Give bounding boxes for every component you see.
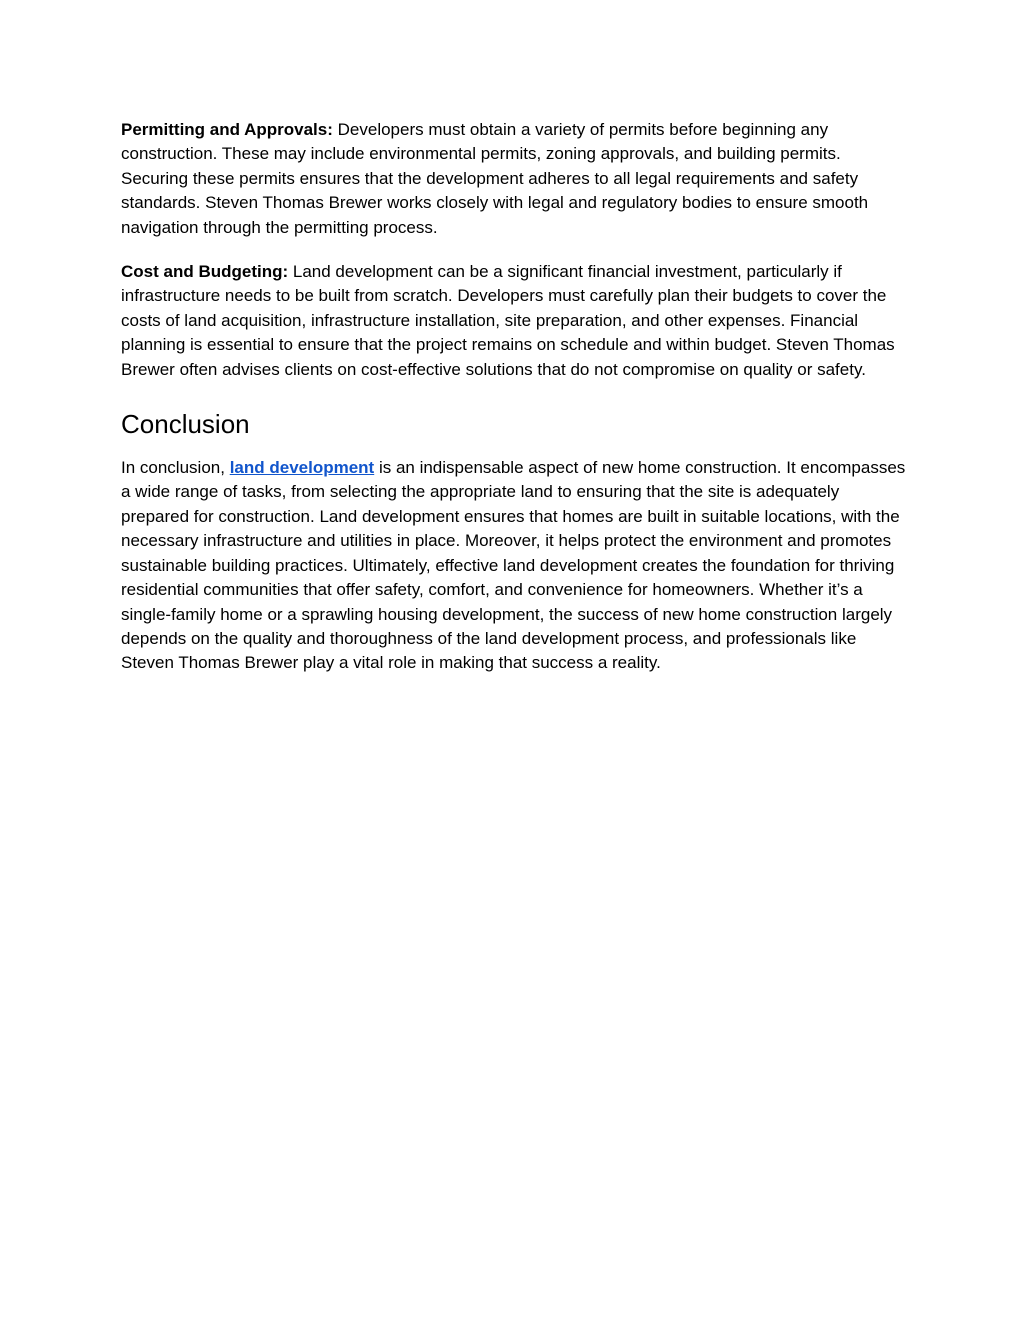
land-development-link[interactable]: land development	[229, 458, 375, 478]
conclusion-body: is an indispensable aspect of new home construction. It encompasses a wide range of tasks, from selecting the appropriate land to ensuring that the site is adequately prepared for construction. Land development ensures that homes are built in suitable locations, with the necessary infrastructure and utilities in place. Moreover, it helps protect the environment and promotes sustainable building practices. Ultimately, effective land development creates the foundation for thriving residential communities that offer safety, comfort, and convenience for homeowners. Whether it’s a single-family home or a sprawling housing development, the success of new home construction largely depends on the quality and thoroughness of the land development process, and professionals like Steven Thomas Brewer play a vital role in making that success a reality.	[121, 458, 906, 673]
conclusion-intro: In conclusion,	[121, 458, 230, 478]
permitting-lead: Permitting and Approvals:	[121, 120, 333, 139]
budgeting-paragraph	[121, 260, 911, 382]
conclusion-paragraph	[121, 456, 911, 676]
permitting-paragraph	[121, 118, 911, 240]
document-page	[121, 118, 911, 696]
budgeting-lead: Cost and Budgeting:	[121, 262, 289, 282]
permitting-body: Developers must obtain a variety of permits before beginning any construction. These may include environmental permits, zoning approvals, and building permits. Securing these permits ensures that the development adheres to all legal requirements and safety standards. Steven Thomas Brewer works closely with legal and regulatory bodies to ensure smooth navigation through the permitting process.	[121, 120, 869, 237]
budgeting-body: Land development can be a significant financial investment, particularly if infrastructure needs to be built from scratch. Developers must carefully plan their budgets to cover the costs of land acquisition, infrastructure installation, site preparation, and other expenses. Financial planning is essential to ensure that the project remains on schedule and within budget. Steven Thomas Brewer often advises clients on cost-effective solutions that do not compromise on quality or safety.	[121, 262, 895, 379]
conclusion-heading: Conclusion	[121, 409, 250, 440]
